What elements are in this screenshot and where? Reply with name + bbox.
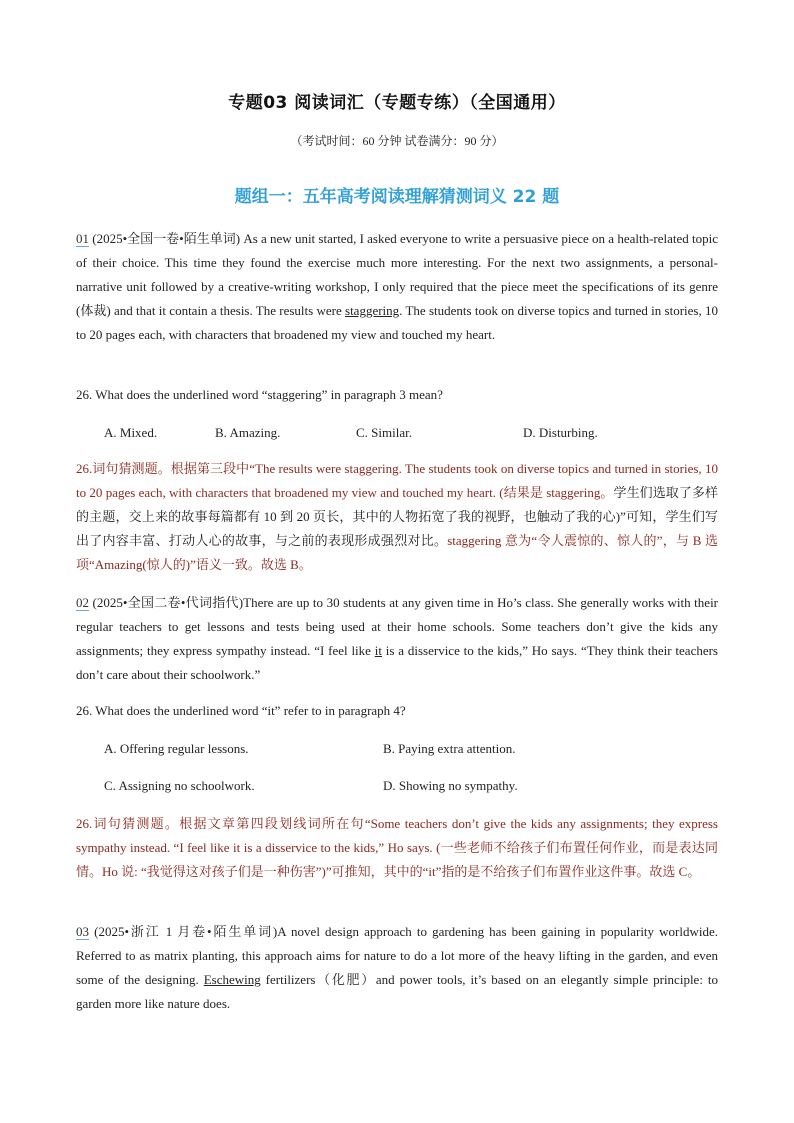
passage-text: As a new unit started, I asked everyone to write a persuasive piece on a health-related topic of their choice. This time they found the exercise much more interesting. For the next two assignments, a personal-narrative unit followed by a creative-writing workshop, I only required that the piece meet the specifications of its genre (体裁) and that it contain a thesis. The results were [76,231,719,318]
option-b: B. Paying extra attention. [383,741,516,756]
question-number: 03 [76,924,89,939]
option-d: D. Showing no sympathy. [383,778,518,793]
passage-text: fertilizers（化肥）and power tools, it’s based on an elegantly simple principle: to garden more like nature does. [76,972,718,1011]
question-stem: 26. What does the underlined word “staggering” in paragraph 3 mean? [76,387,443,402]
passage-source: (2025•全国二卷•代词指代) [92,595,244,610]
option-a: A. Offering regular lessons. [104,741,249,756]
passage-text: is a disservice to the kids,” Ho says. “They think their teachers don’t care about their schoolwork.” [76,643,718,682]
option-a: A. Mixed. [104,425,158,440]
option-c: C. Assigning no schoolwork. [104,778,255,793]
underlined-word: staggering [345,303,400,318]
passage-source: (2025•浙江 1 月卷•陌生单词) [94,924,278,939]
answer-text: staggering 意为“令人震惊的、惊人的”，与 B 选项“Amazing(惊人的)”语义一致。故选 B。 [76,533,718,572]
question-stem: 26. What does the underlined word “it” refer to in paragraph 4? [76,703,406,718]
passage-02 [76,591,718,687]
passage-text: A novel design approach to gardening has been gaining in popularity worldwide. Referred to as matrix planting, this approach aims for nature to do a lot more of the heavy lifting in the garden, and even some of the designing. [76,924,719,987]
answer-text: 26.词句猜测题。根据第三段中“The results were staggering. The students took on diverse topics and turned in stories, 10 to 20 pages each, with characters that broadened my view and touched my heart. (结果是 staggering。 [76,461,718,500]
underlined-word: Eschewing [203,972,261,987]
passage-01 [76,227,718,347]
answer-explanation [76,812,718,884]
answer-explanation [76,457,718,577]
page-title: 专题03 阅读词汇（专题专练）（全国通用） [228,93,566,113]
option-c: C. Similar. [356,425,412,440]
option-d: D. Disturbing. [523,425,598,440]
passage-source: (2025•全国一卷•陌生单词) [92,231,241,246]
question-number: 01 [76,231,89,246]
passage-text: . The students took on diverse topics and turned in stories, 10 to 20 pages each, with characters that broadened my view and touched my heart. [76,303,718,342]
passage-text: There are up to 30 students at any given time in Ho’s class. She generally works with their regular teachers to get lessons and tests being used at their home schools. Some teachers don’t give the kids any assignments; they express sympathy instead. “I feel like [76,595,719,658]
underlined-word: it [374,643,382,658]
group-title: 题组一：五年高考阅读理解猜测词义 22 题 [234,187,560,207]
answer-text: 26.词句猜测题。根据文章第四段划线词所在句“Some teachers don’t give the kids any assignments; they express sympathy instead. “I feel like it is a disservice to the kids,” Ho says. (一些老师不给孩子们布置任何作业，而是表达同情。Ho 说: “我觉得这对孩子们是一种伤害”)”可推知，其中的“it”指的是不给孩子们布置作业这件事。故选 C。 [76,816,718,879]
answer-text: 学生们选取了多样的主题，交上来的故事每篇都有 10 到 20 页长，其中的人物拓宽了我的视野，也触动了我的心)”可知，学生们写出了内容丰富、打动人心的故事，与之前的表现形成强烈对比。 [76,485,718,548]
question-number: 02 [76,595,89,610]
option-b: B. Amazing. [215,425,281,440]
exam-info: （考试时间：60 分钟 试卷满分：90 分） [290,134,504,148]
passage-03 [76,920,718,1016]
